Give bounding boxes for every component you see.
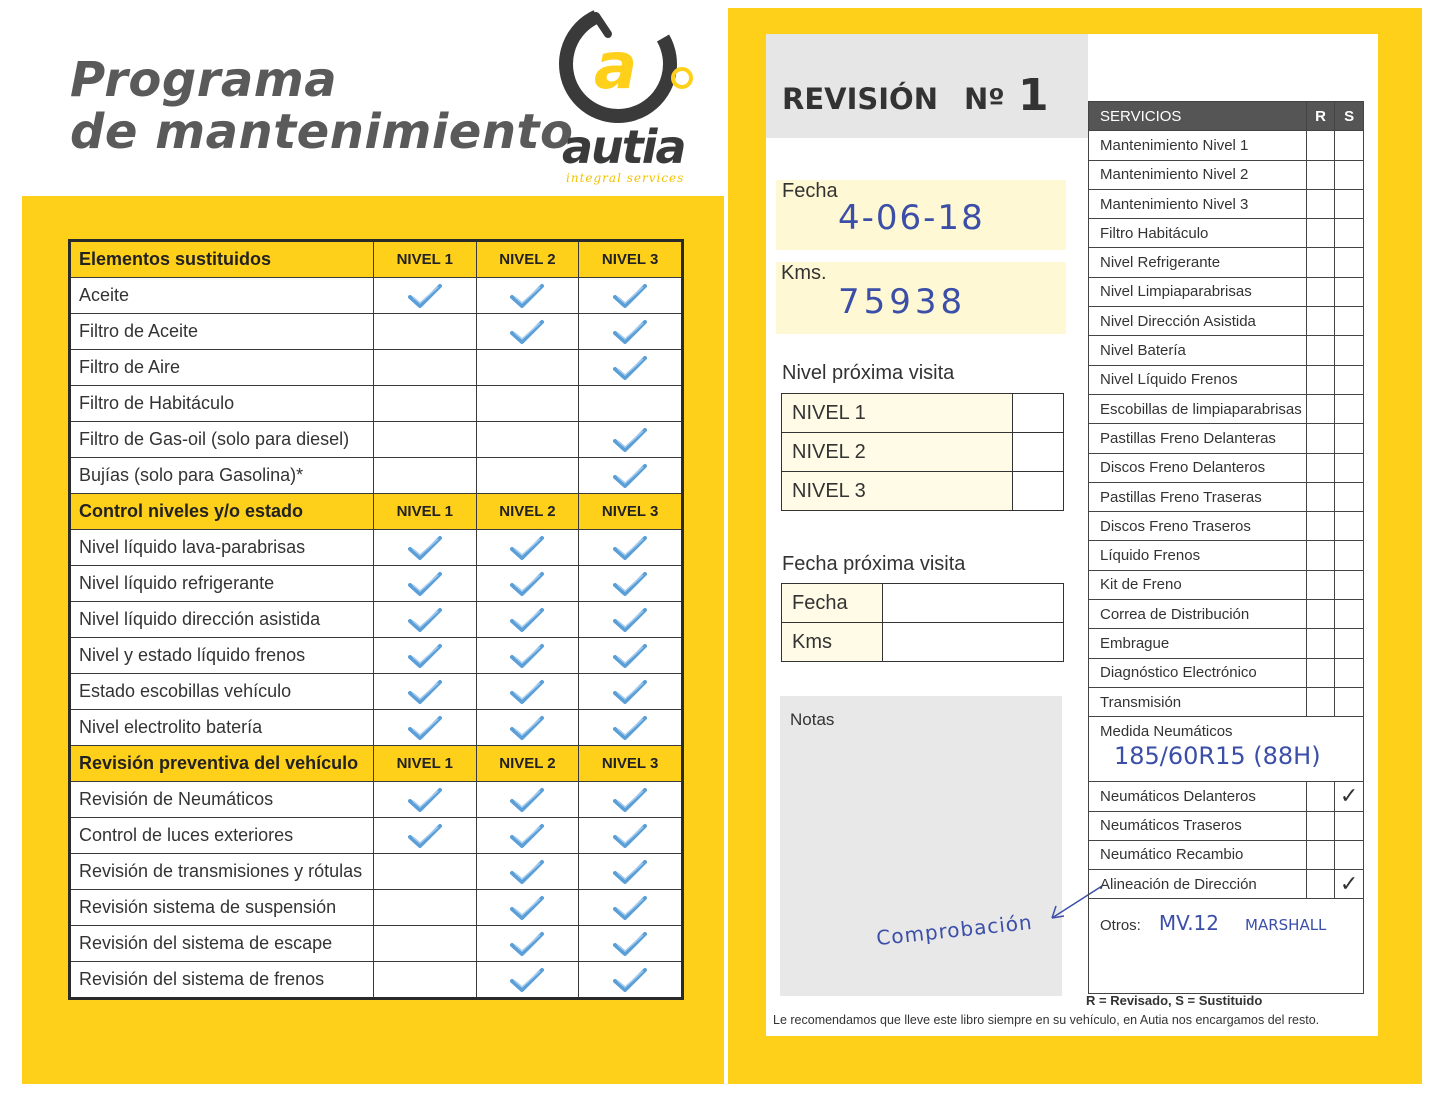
row-label: Revisión de Neumáticos	[70, 782, 374, 818]
service-s-box[interactable]	[1335, 424, 1364, 453]
level-header: NIVEL 2	[476, 746, 579, 782]
service-label: Kit de Freno	[1089, 570, 1307, 599]
next-level-3: NIVEL 3	[782, 472, 1013, 511]
check-cell[interactable]	[476, 386, 579, 422]
check-cell[interactable]	[579, 458, 683, 494]
check-mark-icon	[510, 319, 544, 345]
level-header: NIVEL 2	[476, 494, 579, 530]
service-s-box[interactable]	[1335, 307, 1364, 336]
tyre-s-box[interactable]	[1335, 840, 1364, 869]
check-cell[interactable]	[579, 602, 683, 638]
table-row	[70, 926, 683, 962]
check-cell[interactable]	[476, 530, 579, 566]
title-line-2: de mantenimiento	[70, 104, 574, 160]
check-mark-icon	[613, 931, 647, 957]
table-row	[70, 782, 683, 818]
service-row	[1089, 248, 1364, 277]
check-cell[interactable]	[476, 278, 579, 314]
row-label: Filtro de Aceite	[70, 314, 374, 350]
next-date-kms-box[interactable]	[883, 623, 1064, 662]
service-s-box[interactable]	[1335, 131, 1364, 160]
service-row	[1089, 687, 1364, 716]
service-row	[1089, 453, 1364, 482]
check-mark-icon	[510, 283, 544, 309]
service-r-box[interactable]	[1306, 189, 1334, 218]
service-label: Embrague	[1089, 629, 1307, 658]
check-mark-icon	[613, 319, 647, 345]
section-header: Elementos sustituidos	[70, 241, 374, 278]
col-s-header: S	[1335, 102, 1364, 131]
otros-label: Otros:	[1100, 917, 1141, 935]
check-cell[interactable]	[373, 782, 476, 818]
row-label: Nivel líquido dirección asistida	[70, 602, 374, 638]
check-cell[interactable]	[579, 314, 683, 350]
notes-handwritten: Comprobación	[875, 909, 1034, 951]
check-cell[interactable]	[579, 638, 683, 674]
check-cell[interactable]	[373, 674, 476, 710]
tyre-r-box[interactable]	[1306, 782, 1334, 811]
service-r-box[interactable]	[1306, 600, 1334, 629]
table-row	[70, 566, 683, 602]
check-cell[interactable]	[476, 818, 579, 854]
service-label: Nivel Limpiaparabrisas	[1089, 277, 1307, 306]
check-cell[interactable]	[373, 890, 476, 926]
service-row	[1089, 658, 1364, 687]
service-label: Nivel Batería	[1089, 336, 1307, 365]
row-label: Nivel y estado líquido frenos	[70, 638, 374, 674]
check-mark-icon	[613, 715, 647, 741]
check-mark-icon	[613, 427, 647, 453]
service-row	[1089, 600, 1364, 629]
check-cell[interactable]	[373, 278, 476, 314]
check-cell[interactable]	[476, 854, 579, 890]
check-cell[interactable]	[579, 890, 683, 926]
service-r-box[interactable]	[1306, 687, 1334, 716]
legend: R = Revisado, S = Sustituido	[1086, 993, 1263, 1008]
level-header: NIVEL 3	[579, 494, 683, 530]
check-cell[interactable]	[579, 386, 683, 422]
level-header: NIVEL 1	[373, 241, 476, 278]
service-s-box[interactable]	[1335, 541, 1364, 570]
service-label: Escobillas de limpiaparabrisas	[1089, 394, 1307, 423]
check-cell[interactable]	[476, 710, 579, 746]
table-row	[70, 314, 683, 350]
service-row	[1089, 189, 1364, 218]
check-mark-icon	[613, 679, 647, 705]
check-cell[interactable]	[579, 422, 683, 458]
service-r-box[interactable]	[1306, 512, 1334, 541]
table-row	[70, 386, 683, 422]
row-label: Filtro de Aire	[70, 350, 374, 386]
service-r-box[interactable]	[1306, 307, 1334, 336]
check-cell[interactable]	[373, 818, 476, 854]
check-mark-icon	[408, 715, 442, 741]
row-label: Filtro de Gas-oil (solo para diesel)	[70, 422, 374, 458]
service-row	[1089, 541, 1364, 570]
check-mark-icon	[408, 535, 442, 561]
row-label: Revisión del sistema de escape	[70, 926, 374, 962]
next-date-label: Fecha próxima visita	[782, 553, 966, 575]
table-row	[70, 854, 683, 890]
check-mark-icon	[613, 859, 647, 885]
table-row	[70, 350, 683, 386]
check-cell[interactable]	[373, 386, 476, 422]
service-r-box[interactable]	[1306, 570, 1334, 599]
revision-number-label: Nº	[964, 82, 1005, 116]
level-header: NIVEL 1	[373, 494, 476, 530]
tyre-r-box[interactable]	[1306, 870, 1334, 899]
tyre-s-box[interactable]: ✓	[1335, 870, 1364, 899]
check-cell[interactable]	[476, 350, 579, 386]
service-label: Correa de Distribución	[1089, 600, 1307, 629]
check-mark-icon	[408, 643, 442, 669]
service-row	[1089, 336, 1364, 365]
check-cell[interactable]	[579, 674, 683, 710]
service-r-box[interactable]	[1306, 424, 1334, 453]
service-row	[1089, 512, 1364, 541]
table-row	[70, 674, 683, 710]
table-row	[70, 818, 683, 854]
otros-handwritten-2: MARSHALL	[1245, 916, 1327, 935]
service-label: Discos Freno Traseros	[1089, 512, 1307, 541]
next-date-kms: Kms	[782, 623, 883, 662]
service-s-box[interactable]	[1335, 365, 1364, 394]
services-header-row	[1089, 102, 1364, 131]
level-header: NIVEL 3	[579, 241, 683, 278]
next-level-1-box[interactable]	[1013, 394, 1064, 433]
service-label: Mantenimiento Nivel 2	[1089, 160, 1307, 189]
footer-note: Le recomendamos que lleve este libro siempre en su vehículo, en Autia nos encargamos del resto.	[773, 1013, 1320, 1027]
check-cell[interactable]	[373, 710, 476, 746]
medida-label: Medida Neumáticos	[1100, 723, 1233, 741]
next-level-2: NIVEL 2	[782, 433, 1013, 472]
row-label: Control de luces exteriores	[70, 818, 374, 854]
service-row	[1089, 160, 1364, 189]
service-label: Diagnóstico Electrónico	[1089, 658, 1307, 687]
service-s-box[interactable]	[1335, 189, 1364, 218]
check-mark-icon	[613, 787, 647, 813]
service-s-box[interactable]	[1335, 248, 1364, 277]
check-mark-icon	[510, 787, 544, 813]
row-label: Nivel electrolito batería	[70, 710, 374, 746]
service-row	[1089, 277, 1364, 306]
svg-text:a: a	[594, 30, 638, 104]
tyre-service-label: Neumático Recambio	[1089, 840, 1307, 869]
check-mark-icon	[510, 679, 544, 705]
service-r-box[interactable]	[1306, 277, 1334, 306]
service-r-box[interactable]	[1306, 160, 1334, 189]
tyre-service-row	[1089, 870, 1364, 899]
service-row	[1089, 629, 1364, 658]
notes-box[interactable]	[780, 696, 1062, 996]
service-s-box[interactable]	[1335, 482, 1364, 511]
check-cell[interactable]	[476, 422, 579, 458]
level-header: NIVEL 3	[579, 746, 683, 782]
check-mark-icon	[613, 535, 647, 561]
service-row	[1089, 424, 1364, 453]
services-header: SERVICIOS	[1089, 102, 1307, 131]
service-r-box[interactable]	[1306, 365, 1334, 394]
check-cell[interactable]	[373, 458, 476, 494]
tyre-s-box[interactable]	[1335, 811, 1364, 840]
check-mark-icon	[408, 679, 442, 705]
otros-row	[1089, 899, 1364, 994]
tyre-r-box[interactable]	[1306, 811, 1334, 840]
row-label: Estado escobillas vehículo	[70, 674, 374, 710]
table-row	[70, 602, 683, 638]
table-row	[70, 422, 683, 458]
check-cell[interactable]	[476, 890, 579, 926]
service-row	[1089, 365, 1364, 394]
check-mark-icon	[510, 607, 544, 633]
row-label: Revisión sistema de suspensión	[70, 890, 374, 926]
check-cell[interactable]	[579, 350, 683, 386]
tyre-service-label: Neumáticos Traseros	[1089, 811, 1307, 840]
check-mark-icon	[613, 607, 647, 633]
fecha-label: Fecha	[782, 180, 838, 202]
check-mark-icon	[613, 895, 647, 921]
service-s-box[interactable]	[1335, 658, 1364, 687]
kms-label: Kms.	[781, 262, 827, 284]
check-cell[interactable]	[476, 674, 579, 710]
row-label: Bujías (solo para Gasolina)*	[70, 458, 374, 494]
service-label: Mantenimiento Nivel 3	[1089, 189, 1307, 218]
service-row	[1089, 131, 1364, 160]
services-table	[1088, 101, 1364, 994]
service-r-box[interactable]	[1306, 336, 1334, 365]
row-label: Nivel líquido refrigerante	[70, 566, 374, 602]
check-cell[interactable]	[579, 926, 683, 962]
next-level-2-box[interactable]	[1013, 433, 1064, 472]
check-mark-icon	[613, 355, 647, 381]
check-mark-icon	[613, 283, 647, 309]
col-r-header: R	[1306, 102, 1334, 131]
check-cell[interactable]	[373, 926, 476, 962]
revision-number: 1	[1018, 70, 1049, 121]
check-mark-icon	[613, 571, 647, 597]
otros-handwritten-1: MV.12	[1158, 911, 1220, 936]
check-cell[interactable]	[373, 566, 476, 602]
check-cell[interactable]	[579, 530, 683, 566]
tyre-service-label: Alineación de Dirección	[1089, 870, 1307, 899]
table-row	[70, 890, 683, 926]
table-row	[70, 278, 683, 314]
check-mark-icon	[408, 607, 442, 633]
next-date-fecha-box[interactable]	[883, 584, 1064, 623]
section-header: Control niveles y/o estado	[70, 494, 374, 530]
service-r-box[interactable]	[1306, 482, 1334, 511]
section-header-row	[70, 746, 683, 782]
check-cell[interactable]	[476, 926, 579, 962]
service-r-box[interactable]	[1306, 394, 1334, 423]
section-header-row	[70, 241, 683, 278]
service-label: Mantenimiento Nivel 1	[1089, 131, 1307, 160]
tyre-service-row	[1089, 811, 1364, 840]
check-cell[interactable]	[476, 602, 579, 638]
revision-title: REVISIÓN	[782, 82, 938, 116]
next-date-fecha: Fecha	[782, 584, 883, 623]
service-s-box[interactable]	[1335, 600, 1364, 629]
check-mark-icon	[408, 283, 442, 309]
check-mark-icon	[510, 643, 544, 669]
logo-word: autia	[562, 120, 685, 174]
service-r-box[interactable]	[1306, 541, 1334, 570]
service-label: Pastillas Freno Delanteras	[1089, 424, 1307, 453]
check-mark-icon	[613, 463, 647, 489]
service-row	[1089, 219, 1364, 248]
check-mark-icon	[613, 823, 647, 849]
service-s-box[interactable]	[1335, 629, 1364, 658]
check-cell[interactable]	[579, 962, 683, 999]
row-label: Revisión de transmisiones y rótulas	[70, 854, 374, 890]
table-row	[70, 530, 683, 566]
service-row	[1089, 570, 1364, 599]
service-label: Filtro Habitáculo	[1089, 219, 1307, 248]
tyre-service-label: Neumáticos Delanteros	[1089, 782, 1307, 811]
check-cell[interactable]	[373, 962, 476, 999]
check-cell[interactable]	[476, 962, 579, 999]
service-s-box[interactable]	[1335, 160, 1364, 189]
check-mark-icon	[408, 787, 442, 813]
tyre-r-box[interactable]	[1306, 840, 1334, 869]
check-mark-icon	[510, 571, 544, 597]
check-cell[interactable]	[373, 638, 476, 674]
service-s-box[interactable]	[1335, 219, 1364, 248]
service-label: Discos Freno Delanteros	[1089, 453, 1307, 482]
check-cell[interactable]	[373, 350, 476, 386]
service-s-box[interactable]	[1335, 277, 1364, 306]
logo-tagline: integral services	[566, 171, 685, 185]
check-cell[interactable]	[579, 566, 683, 602]
check-cell[interactable]	[476, 782, 579, 818]
maintenance-table	[68, 239, 684, 1000]
check-cell[interactable]	[476, 638, 579, 674]
next-level-1: NIVEL 1	[782, 394, 1013, 433]
next-level-table	[781, 393, 1064, 511]
service-row	[1089, 482, 1364, 511]
row-label: Filtro de Habitáculo	[70, 386, 374, 422]
service-s-box[interactable]	[1335, 394, 1364, 423]
check-mark-icon	[510, 895, 544, 921]
tyre-s-box[interactable]: ✓	[1335, 782, 1364, 811]
row-label: Aceite	[70, 278, 374, 314]
level-header: NIVEL 2	[476, 241, 579, 278]
check-mark-icon	[510, 535, 544, 561]
service-s-box[interactable]	[1335, 570, 1364, 599]
tyre-service-row	[1089, 840, 1364, 869]
check-mark-icon	[510, 823, 544, 849]
check-cell[interactable]	[579, 854, 683, 890]
check-mark-icon	[510, 715, 544, 741]
check-mark-icon	[613, 643, 647, 669]
fecha-handwritten: 4-06-18	[838, 198, 985, 238]
notes-label: Notas	[790, 710, 835, 729]
check-mark-icon	[613, 967, 647, 993]
check-mark-icon	[510, 859, 544, 885]
check-cell[interactable]	[579, 710, 683, 746]
table-row	[70, 458, 683, 494]
service-s-box[interactable]	[1335, 336, 1364, 365]
table-row	[70, 962, 683, 999]
row-label: Revisión del sistema de frenos	[70, 962, 374, 999]
level-header: NIVEL 1	[373, 746, 476, 782]
service-label: Nivel Refrigerante	[1089, 248, 1307, 277]
table-row	[70, 638, 683, 674]
service-r-box[interactable]	[1306, 219, 1334, 248]
service-row	[1089, 394, 1364, 423]
check-cell[interactable]	[373, 422, 476, 458]
check-cell[interactable]	[476, 314, 579, 350]
service-s-box[interactable]	[1335, 687, 1364, 716]
row-label: Nivel líquido lava-parabrisas	[70, 530, 374, 566]
check-cell[interactable]	[373, 602, 476, 638]
title-line-1: Programa	[70, 52, 338, 108]
check-cell[interactable]	[476, 566, 579, 602]
next-level-label: Nivel próxima visita	[782, 362, 955, 384]
check-mark-icon	[510, 967, 544, 993]
service-s-box[interactable]	[1335, 453, 1364, 482]
check-cell[interactable]	[373, 854, 476, 890]
service-label: Líquido Frenos	[1089, 541, 1307, 570]
check-mark-icon	[408, 571, 442, 597]
kms-handwritten: 75938	[838, 282, 967, 322]
next-level-3-box[interactable]	[1013, 472, 1064, 511]
service-label: Nivel Dirección Asistida	[1089, 307, 1307, 336]
next-date-table	[781, 583, 1064, 662]
service-label: Transmisión	[1089, 687, 1307, 716]
service-s-box[interactable]	[1335, 512, 1364, 541]
check-cell[interactable]	[579, 782, 683, 818]
tyre-service-row	[1089, 782, 1364, 811]
service-r-box[interactable]	[1306, 629, 1334, 658]
autia-logo-icon	[556, 6, 706, 126]
check-mark-icon	[510, 931, 544, 957]
medida-handwritten: 185/60R15 (88H)	[1114, 742, 1321, 771]
medida-row	[1089, 717, 1364, 782]
check-mark-icon	[408, 823, 442, 849]
check-cell[interactable]	[579, 278, 683, 314]
service-row	[1089, 307, 1364, 336]
service-label: Nivel Líquido Frenos	[1089, 365, 1307, 394]
check-cell[interactable]	[579, 818, 683, 854]
service-r-box[interactable]	[1306, 131, 1334, 160]
section-header-row	[70, 494, 683, 530]
service-label: Pastillas Freno Traseras	[1089, 482, 1307, 511]
table-row	[70, 710, 683, 746]
service-r-box[interactable]	[1306, 658, 1334, 687]
section-header: Revisión preventiva del vehículo	[70, 746, 374, 782]
service-r-box[interactable]	[1306, 248, 1334, 277]
check-cell[interactable]	[476, 458, 579, 494]
check-cell[interactable]	[373, 530, 476, 566]
service-r-box[interactable]	[1306, 453, 1334, 482]
check-cell[interactable]	[373, 314, 476, 350]
